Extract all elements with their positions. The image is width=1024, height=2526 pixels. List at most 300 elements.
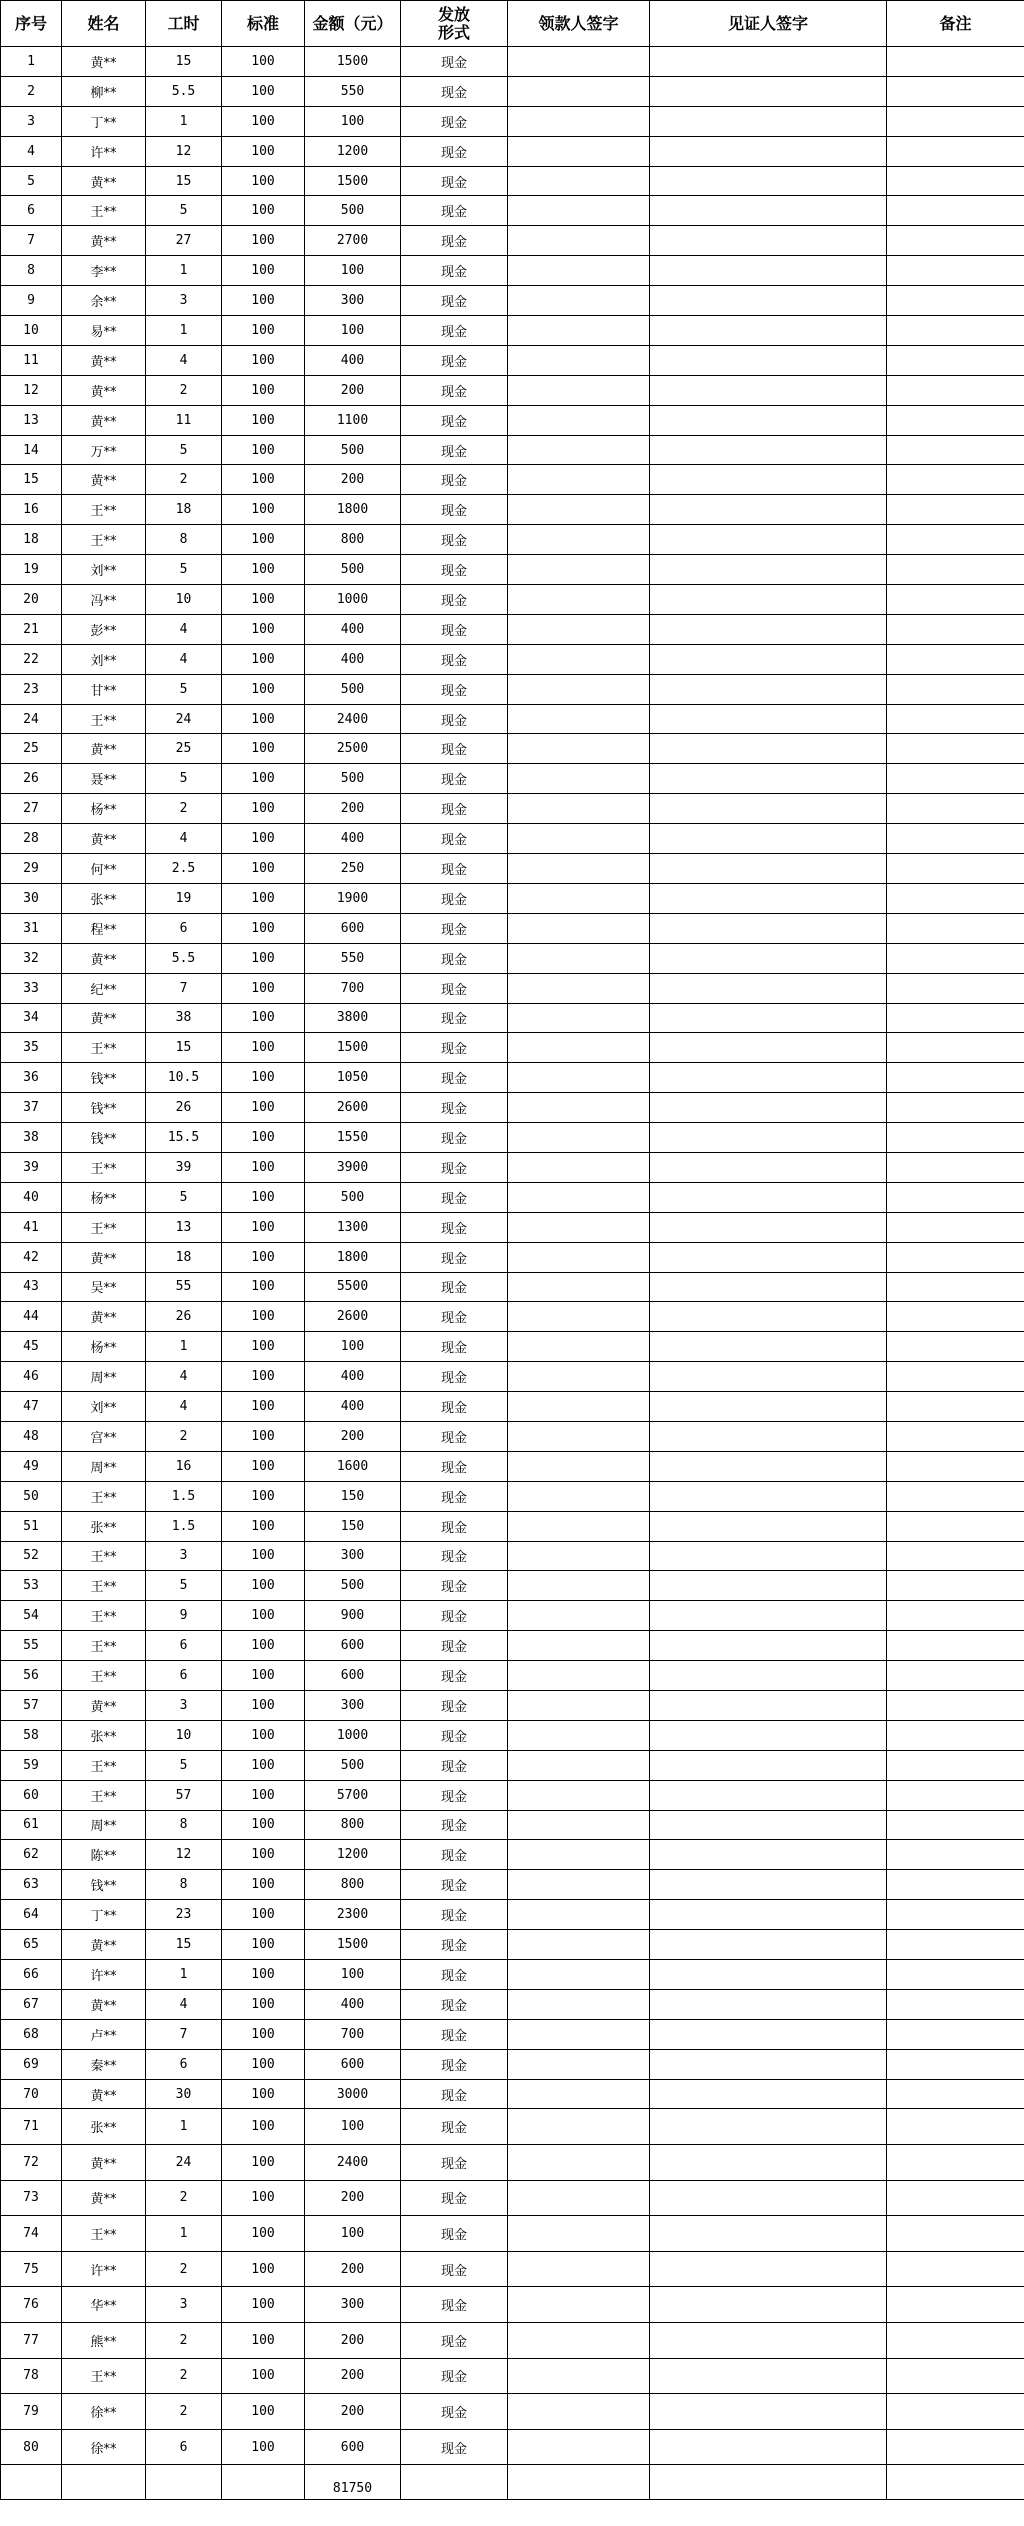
amount-cell: 5500: [305, 1272, 401, 1302]
seq-cell: 31: [1, 913, 62, 943]
payee-sign-cell[interactable]: [508, 1720, 650, 1750]
witness-sign-cell[interactable]: [650, 2394, 887, 2430]
witness-sign-cell[interactable]: [650, 1212, 887, 1242]
payee-sign-cell[interactable]: [508, 2394, 650, 2430]
remark-cell[interactable]: [887, 1242, 1024, 1272]
witness-sign-cell[interactable]: [650, 1242, 887, 1272]
remark-cell[interactable]: [887, 585, 1024, 615]
name-cell: 聂**: [62, 764, 146, 794]
remark-cell[interactable]: [887, 2287, 1024, 2323]
witness-sign-cell[interactable]: [650, 1182, 887, 1212]
witness-sign-cell[interactable]: [650, 1421, 887, 1451]
seq-cell: 77: [1, 2323, 62, 2359]
remark-cell[interactable]: [887, 76, 1024, 106]
payee-sign-cell[interactable]: [508, 943, 650, 973]
remark-cell[interactable]: [887, 764, 1024, 794]
payee-sign-cell[interactable]: [508, 2145, 650, 2181]
remark-cell[interactable]: [887, 1392, 1024, 1422]
payee-sign-cell[interactable]: [508, 1571, 650, 1601]
witness-sign-cell[interactable]: [650, 824, 887, 854]
remark-cell[interactable]: [887, 106, 1024, 136]
amount-cell: 600: [305, 2049, 401, 2079]
payee-sign-cell[interactable]: [508, 585, 650, 615]
payee-sign-cell[interactable]: [508, 1601, 650, 1631]
payee-sign-cell[interactable]: [508, 2251, 650, 2287]
payee-sign-cell[interactable]: [508, 1392, 650, 1422]
remark-cell[interactable]: [887, 2109, 1024, 2145]
remark-cell[interactable]: [887, 824, 1024, 854]
witness-sign-cell[interactable]: [650, 525, 887, 555]
witness-sign-cell[interactable]: [650, 1840, 887, 1870]
remark-cell[interactable]: [887, 2216, 1024, 2252]
payee-sign-cell[interactable]: [508, 166, 650, 196]
method-cell: 现金: [401, 2251, 508, 2287]
seq-cell: 69: [1, 2049, 62, 2079]
remark-cell[interactable]: [887, 495, 1024, 525]
seq-cell: 64: [1, 1900, 62, 1930]
witness-sign-cell[interactable]: [650, 76, 887, 106]
payee-sign-cell[interactable]: [508, 1093, 650, 1123]
name-cell: 王**: [62, 525, 146, 555]
amount-cell: 250: [305, 854, 401, 884]
remark-cell[interactable]: [887, 1152, 1024, 1182]
name-cell: 柳**: [62, 76, 146, 106]
hours-cell: 15: [146, 1930, 222, 1960]
method-cell: 现金: [401, 585, 508, 615]
witness-sign-cell[interactable]: [650, 2180, 887, 2216]
hours-cell: 19: [146, 883, 222, 913]
remark-cell[interactable]: [887, 256, 1024, 286]
remark-cell[interactable]: [887, 614, 1024, 644]
witness-sign-cell[interactable]: [650, 1152, 887, 1182]
remark-cell[interactable]: [887, 1093, 1024, 1123]
amount-cell: 100: [305, 256, 401, 286]
payee-sign-cell[interactable]: [508, 1900, 650, 1930]
table-row: [1, 525, 1024, 555]
remark-cell[interactable]: [887, 644, 1024, 674]
witness-sign-cell[interactable]: [650, 196, 887, 226]
payee-sign-cell[interactable]: [508, 1690, 650, 1720]
amount-cell: 600: [305, 1661, 401, 1691]
payee-sign-cell[interactable]: [508, 1302, 650, 1332]
payee-sign-cell[interactable]: [508, 794, 650, 824]
payee-sign-cell[interactable]: [508, 226, 650, 256]
payee-sign-cell[interactable]: [508, 405, 650, 435]
witness-sign-cell[interactable]: [650, 734, 887, 764]
table-row: [1, 943, 1024, 973]
witness-sign-cell[interactable]: [650, 1093, 887, 1123]
witness-sign-cell[interactable]: [650, 973, 887, 1003]
payee-sign-cell[interactable]: [508, 1242, 650, 1272]
remark-cell[interactable]: [887, 1601, 1024, 1631]
name-cell: 黄**: [62, 1930, 146, 1960]
method-cell: 现金: [401, 2323, 508, 2359]
remark-cell[interactable]: [887, 734, 1024, 764]
remark-cell[interactable]: [887, 1511, 1024, 1541]
witness-sign-cell[interactable]: [650, 1870, 887, 1900]
witness-sign-cell[interactable]: [650, 435, 887, 465]
seq-cell: 59: [1, 1750, 62, 1780]
remark-cell[interactable]: [887, 435, 1024, 465]
name-cell: 冯**: [62, 585, 146, 615]
payee-sign-cell[interactable]: [508, 1780, 650, 1810]
total-method-cell: [401, 2465, 508, 2500]
standard-cell: 100: [222, 2429, 305, 2465]
amount-cell: 3900: [305, 1152, 401, 1182]
payee-sign-cell[interactable]: [508, 435, 650, 465]
remark-cell[interactable]: [887, 854, 1024, 884]
table-row: [1, 764, 1024, 794]
remark-cell[interactable]: [887, 1989, 1024, 2019]
witness-sign-cell[interactable]: [650, 555, 887, 585]
witness-sign-cell[interactable]: [650, 1541, 887, 1571]
payee-sign-cell[interactable]: [508, 1960, 650, 1990]
witness-sign-cell[interactable]: [650, 47, 887, 77]
method-cell: 现金: [401, 943, 508, 973]
witness-sign-cell[interactable]: [650, 585, 887, 615]
payee-sign-cell[interactable]: [508, 1362, 650, 1392]
name-cell: 黄**: [62, 226, 146, 256]
method-cell: 现金: [401, 1720, 508, 1750]
payee-sign-cell[interactable]: [508, 465, 650, 495]
payee-sign-cell[interactable]: [508, 1511, 650, 1541]
seq-cell: 9: [1, 286, 62, 316]
witness-sign-cell[interactable]: [650, 136, 887, 166]
payee-sign-cell[interactable]: [508, 2180, 650, 2216]
amount-cell: 400: [305, 1392, 401, 1422]
witness-sign-cell[interactable]: [650, 1272, 887, 1302]
witness-sign-cell[interactable]: [650, 2287, 887, 2323]
payee-sign-cell[interactable]: [508, 1332, 650, 1362]
payee-sign-cell[interactable]: [508, 824, 650, 854]
payee-sign-cell[interactable]: [508, 704, 650, 734]
remark-cell[interactable]: [887, 1212, 1024, 1242]
remark-cell[interactable]: [887, 674, 1024, 704]
payee-sign-cell[interactable]: [508, 2323, 650, 2359]
payee-sign-cell[interactable]: [508, 2358, 650, 2394]
remark-cell[interactable]: [887, 1780, 1024, 1810]
witness-sign-cell[interactable]: [650, 495, 887, 525]
witness-sign-cell[interactable]: [650, 1063, 887, 1093]
payee-sign-cell[interactable]: [508, 913, 650, 943]
witness-sign-cell[interactable]: [650, 166, 887, 196]
remark-cell[interactable]: [887, 794, 1024, 824]
witness-sign-cell[interactable]: [650, 1362, 887, 1392]
witness-sign-cell[interactable]: [650, 1661, 887, 1691]
payee-sign-cell[interactable]: [508, 375, 650, 405]
hours-cell: 2: [146, 2180, 222, 2216]
payee-sign-cell[interactable]: [508, 2079, 650, 2109]
witness-sign-cell[interactable]: [650, 2323, 887, 2359]
payee-sign-cell[interactable]: [508, 1930, 650, 1960]
remark-cell[interactable]: [887, 2019, 1024, 2049]
remark-cell[interactable]: [887, 1541, 1024, 1571]
witness-sign-cell[interactable]: [650, 1451, 887, 1481]
standard-cell: 100: [222, 76, 305, 106]
payee-sign-cell[interactable]: [508, 2109, 650, 2145]
remark-cell[interactable]: [887, 2049, 1024, 2079]
amount-cell: 600: [305, 1631, 401, 1661]
witness-sign-cell[interactable]: [650, 1302, 887, 1332]
remark-cell[interactable]: [887, 196, 1024, 226]
witness-sign-cell[interactable]: [650, 674, 887, 704]
payee-sign-cell[interactable]: [508, 2019, 650, 2049]
witness-sign-cell[interactable]: [650, 1332, 887, 1362]
amount-cell: 800: [305, 525, 401, 555]
payee-sign-cell[interactable]: [508, 1272, 650, 1302]
hours-cell: 5.5: [146, 943, 222, 973]
witness-sign-cell[interactable]: [650, 465, 887, 495]
payee-sign-cell[interactable]: [508, 1840, 650, 1870]
remark-cell[interactable]: [887, 1182, 1024, 1212]
witness-sign-cell[interactable]: [650, 1810, 887, 1840]
remark-cell[interactable]: [887, 375, 1024, 405]
payee-sign-cell[interactable]: [508, 136, 650, 166]
witness-sign-cell[interactable]: [650, 1631, 887, 1661]
payee-sign-cell[interactable]: [508, 256, 650, 286]
payee-sign-cell[interactable]: [508, 1033, 650, 1063]
table-row: [1, 2323, 1024, 2359]
witness-sign-cell[interactable]: [650, 764, 887, 794]
witness-sign-cell[interactable]: [650, 1571, 887, 1601]
witness-sign-cell[interactable]: [650, 1392, 887, 1422]
payee-sign-cell[interactable]: [508, 674, 650, 704]
remark-cell[interactable]: [887, 2251, 1024, 2287]
remark-cell[interactable]: [887, 405, 1024, 435]
hours-cell: 24: [146, 704, 222, 734]
remark-cell[interactable]: [887, 1332, 1024, 1362]
remark-cell[interactable]: [887, 1421, 1024, 1451]
payee-sign-cell[interactable]: [508, 1661, 650, 1691]
hours-cell: 7: [146, 973, 222, 1003]
method-cell: 现金: [401, 614, 508, 644]
standard-cell: 100: [222, 973, 305, 1003]
remark-cell[interactable]: [887, 1840, 1024, 1870]
hours-cell: 57: [146, 1780, 222, 1810]
witness-sign-cell[interactable]: [650, 1720, 887, 1750]
remark-cell[interactable]: [887, 1451, 1024, 1481]
method-cell: 现金: [401, 824, 508, 854]
payee-sign-cell[interactable]: [508, 495, 650, 525]
remark-cell[interactable]: [887, 1123, 1024, 1153]
remark-cell[interactable]: [887, 2323, 1024, 2359]
remark-cell[interactable]: [887, 883, 1024, 913]
remark-cell[interactable]: [887, 1481, 1024, 1511]
witness-sign-cell[interactable]: [650, 644, 887, 674]
remark-cell[interactable]: [887, 1930, 1024, 1960]
witness-sign-cell[interactable]: [650, 316, 887, 346]
remark-cell[interactable]: [887, 525, 1024, 555]
payee-sign-cell[interactable]: [508, 614, 650, 644]
payee-sign-cell[interactable]: [508, 2287, 650, 2323]
witness-sign-cell[interactable]: [650, 1750, 887, 1780]
witness-sign-cell[interactable]: [650, 345, 887, 375]
witness-sign-cell[interactable]: [650, 1003, 887, 1033]
payee-sign-cell[interactable]: [508, 1212, 650, 1242]
method-cell: 现金: [401, 1601, 508, 1631]
payee-sign-cell[interactable]: [508, 525, 650, 555]
payee-sign-cell[interactable]: [508, 1870, 650, 1900]
payee-sign-cell[interactable]: [508, 1182, 650, 1212]
payee-sign-cell[interactable]: [508, 1481, 650, 1511]
payee-sign-cell[interactable]: [508, 345, 650, 375]
seq-cell: 65: [1, 1930, 62, 1960]
payee-sign-cell[interactable]: [508, 1003, 650, 1033]
witness-sign-cell[interactable]: [650, 1511, 887, 1541]
name-cell: 王**: [62, 1033, 146, 1063]
remark-cell[interactable]: [887, 1870, 1024, 1900]
seq-cell: 27: [1, 794, 62, 824]
witness-sign-cell[interactable]: [650, 913, 887, 943]
witness-sign-cell[interactable]: [650, 2145, 887, 2181]
witness-sign-cell[interactable]: [650, 106, 887, 136]
remark-cell[interactable]: [887, 47, 1024, 77]
remark-cell[interactable]: [887, 166, 1024, 196]
remark-cell[interactable]: [887, 2079, 1024, 2109]
payee-sign-cell[interactable]: [508, 734, 650, 764]
seq-cell: 15: [1, 465, 62, 495]
remark-cell[interactable]: [887, 2180, 1024, 2216]
remark-cell[interactable]: [887, 973, 1024, 1003]
witness-sign-cell[interactable]: [650, 794, 887, 824]
remark-cell[interactable]: [887, 286, 1024, 316]
witness-sign-cell[interactable]: [650, 2079, 887, 2109]
seq-cell: 67: [1, 1989, 62, 2019]
witness-sign-cell[interactable]: [650, 405, 887, 435]
payee-sign-cell[interactable]: [508, 76, 650, 106]
witness-sign-cell[interactable]: [650, 943, 887, 973]
payee-sign-cell[interactable]: [508, 764, 650, 794]
payee-sign-cell[interactable]: [508, 1541, 650, 1571]
payee-sign-cell[interactable]: [508, 973, 650, 1003]
remark-cell[interactable]: [887, 1631, 1024, 1661]
hours-cell: 4: [146, 1362, 222, 1392]
witness-sign-cell[interactable]: [650, 1033, 887, 1063]
witness-sign-cell[interactable]: [650, 883, 887, 913]
witness-sign-cell[interactable]: [650, 2429, 887, 2465]
payee-sign-cell[interactable]: [508, 1451, 650, 1481]
seq-cell: 3: [1, 106, 62, 136]
method-cell: 现金: [401, 1302, 508, 1332]
witness-sign-cell[interactable]: [650, 1780, 887, 1810]
name-cell: 丁**: [62, 1900, 146, 1930]
remark-cell[interactable]: [887, 1960, 1024, 1990]
witness-sign-cell[interactable]: [650, 2251, 887, 2287]
remark-cell[interactable]: [887, 1063, 1024, 1093]
payee-sign-cell[interactable]: [508, 1152, 650, 1182]
name-cell: 纪**: [62, 973, 146, 1003]
remark-cell[interactable]: [887, 1810, 1024, 1840]
witness-sign-cell[interactable]: [650, 1960, 887, 1990]
witness-sign-cell[interactable]: [650, 2049, 887, 2079]
amount-cell: 1500: [305, 47, 401, 77]
remark-cell[interactable]: [887, 316, 1024, 346]
payee-sign-cell[interactable]: [508, 47, 650, 77]
remark-cell[interactable]: [887, 1750, 1024, 1780]
witness-sign-cell[interactable]: [650, 1900, 887, 1930]
payee-sign-cell[interactable]: [508, 1989, 650, 2019]
payee-sign-cell[interactable]: [508, 1810, 650, 1840]
payee-sign-cell[interactable]: [508, 883, 650, 913]
witness-sign-cell[interactable]: [650, 1601, 887, 1631]
payee-sign-cell[interactable]: [508, 2216, 650, 2252]
remark-cell[interactable]: [887, 1033, 1024, 1063]
witness-sign-cell[interactable]: [650, 1989, 887, 2019]
witness-sign-cell[interactable]: [650, 704, 887, 734]
witness-sign-cell[interactable]: [650, 286, 887, 316]
table-row: [1, 1511, 1024, 1541]
payee-sign-cell[interactable]: [508, 1421, 650, 1451]
remark-cell[interactable]: [887, 1003, 1024, 1033]
remark-cell[interactable]: [887, 136, 1024, 166]
table-row: [1, 2079, 1024, 2109]
method-cell: 现金: [401, 1810, 508, 1840]
payee-sign-cell[interactable]: [508, 286, 650, 316]
remark-cell[interactable]: [887, 2429, 1024, 2465]
remark-cell[interactable]: [887, 1900, 1024, 1930]
remark-cell[interactable]: [887, 704, 1024, 734]
remark-cell[interactable]: [887, 1272, 1024, 1302]
remark-cell[interactable]: [887, 1720, 1024, 1750]
payee-sign-cell[interactable]: [508, 644, 650, 674]
remark-cell[interactable]: [887, 226, 1024, 256]
witness-sign-cell[interactable]: [650, 2358, 887, 2394]
witness-sign-cell[interactable]: [650, 1690, 887, 1720]
payee-sign-cell[interactable]: [508, 1631, 650, 1661]
payee-sign-cell[interactable]: [508, 2429, 650, 2465]
remark-cell[interactable]: [887, 345, 1024, 375]
payee-sign-cell[interactable]: [508, 1063, 650, 1093]
witness-sign-cell[interactable]: [650, 2216, 887, 2252]
witness-sign-cell[interactable]: [650, 614, 887, 644]
witness-sign-cell[interactable]: [650, 256, 887, 286]
remark-cell[interactable]: [887, 2358, 1024, 2394]
witness-sign-cell[interactable]: [650, 1481, 887, 1511]
seq-cell: 71: [1, 2109, 62, 2145]
payee-sign-cell[interactable]: [508, 316, 650, 346]
remark-cell[interactable]: [887, 913, 1024, 943]
witness-sign-cell[interactable]: [650, 226, 887, 256]
payee-sign-cell[interactable]: [508, 1750, 650, 1780]
payee-sign-cell[interactable]: [508, 196, 650, 226]
name-cell: 徐**: [62, 2429, 146, 2465]
payee-sign-cell[interactable]: [508, 1123, 650, 1153]
remark-cell[interactable]: [887, 2394, 1024, 2430]
seq-cell: 12: [1, 375, 62, 405]
witness-sign-cell[interactable]: [650, 1123, 887, 1153]
remark-cell[interactable]: [887, 555, 1024, 585]
amount-cell: 100: [305, 1332, 401, 1362]
payee-sign-cell[interactable]: [508, 555, 650, 585]
payee-sign-cell[interactable]: [508, 2049, 650, 2079]
remark-cell[interactable]: [887, 943, 1024, 973]
remark-cell[interactable]: [887, 465, 1024, 495]
witness-sign-cell[interactable]: [650, 854, 887, 884]
amount-cell: 2400: [305, 2145, 401, 2181]
remark-cell[interactable]: [887, 1661, 1024, 1691]
remark-cell[interactable]: [887, 1571, 1024, 1601]
remark-cell[interactable]: [887, 1302, 1024, 1332]
remark-cell[interactable]: [887, 2145, 1024, 2181]
witness-sign-cell[interactable]: [650, 1930, 887, 1960]
witness-sign-cell[interactable]: [650, 375, 887, 405]
remark-cell[interactable]: [887, 1362, 1024, 1392]
witness-sign-cell[interactable]: [650, 2019, 887, 2049]
remark-cell[interactable]: [887, 1690, 1024, 1720]
payee-sign-cell[interactable]: [508, 854, 650, 884]
witness-sign-cell[interactable]: [650, 2109, 887, 2145]
payee-sign-cell[interactable]: [508, 106, 650, 136]
